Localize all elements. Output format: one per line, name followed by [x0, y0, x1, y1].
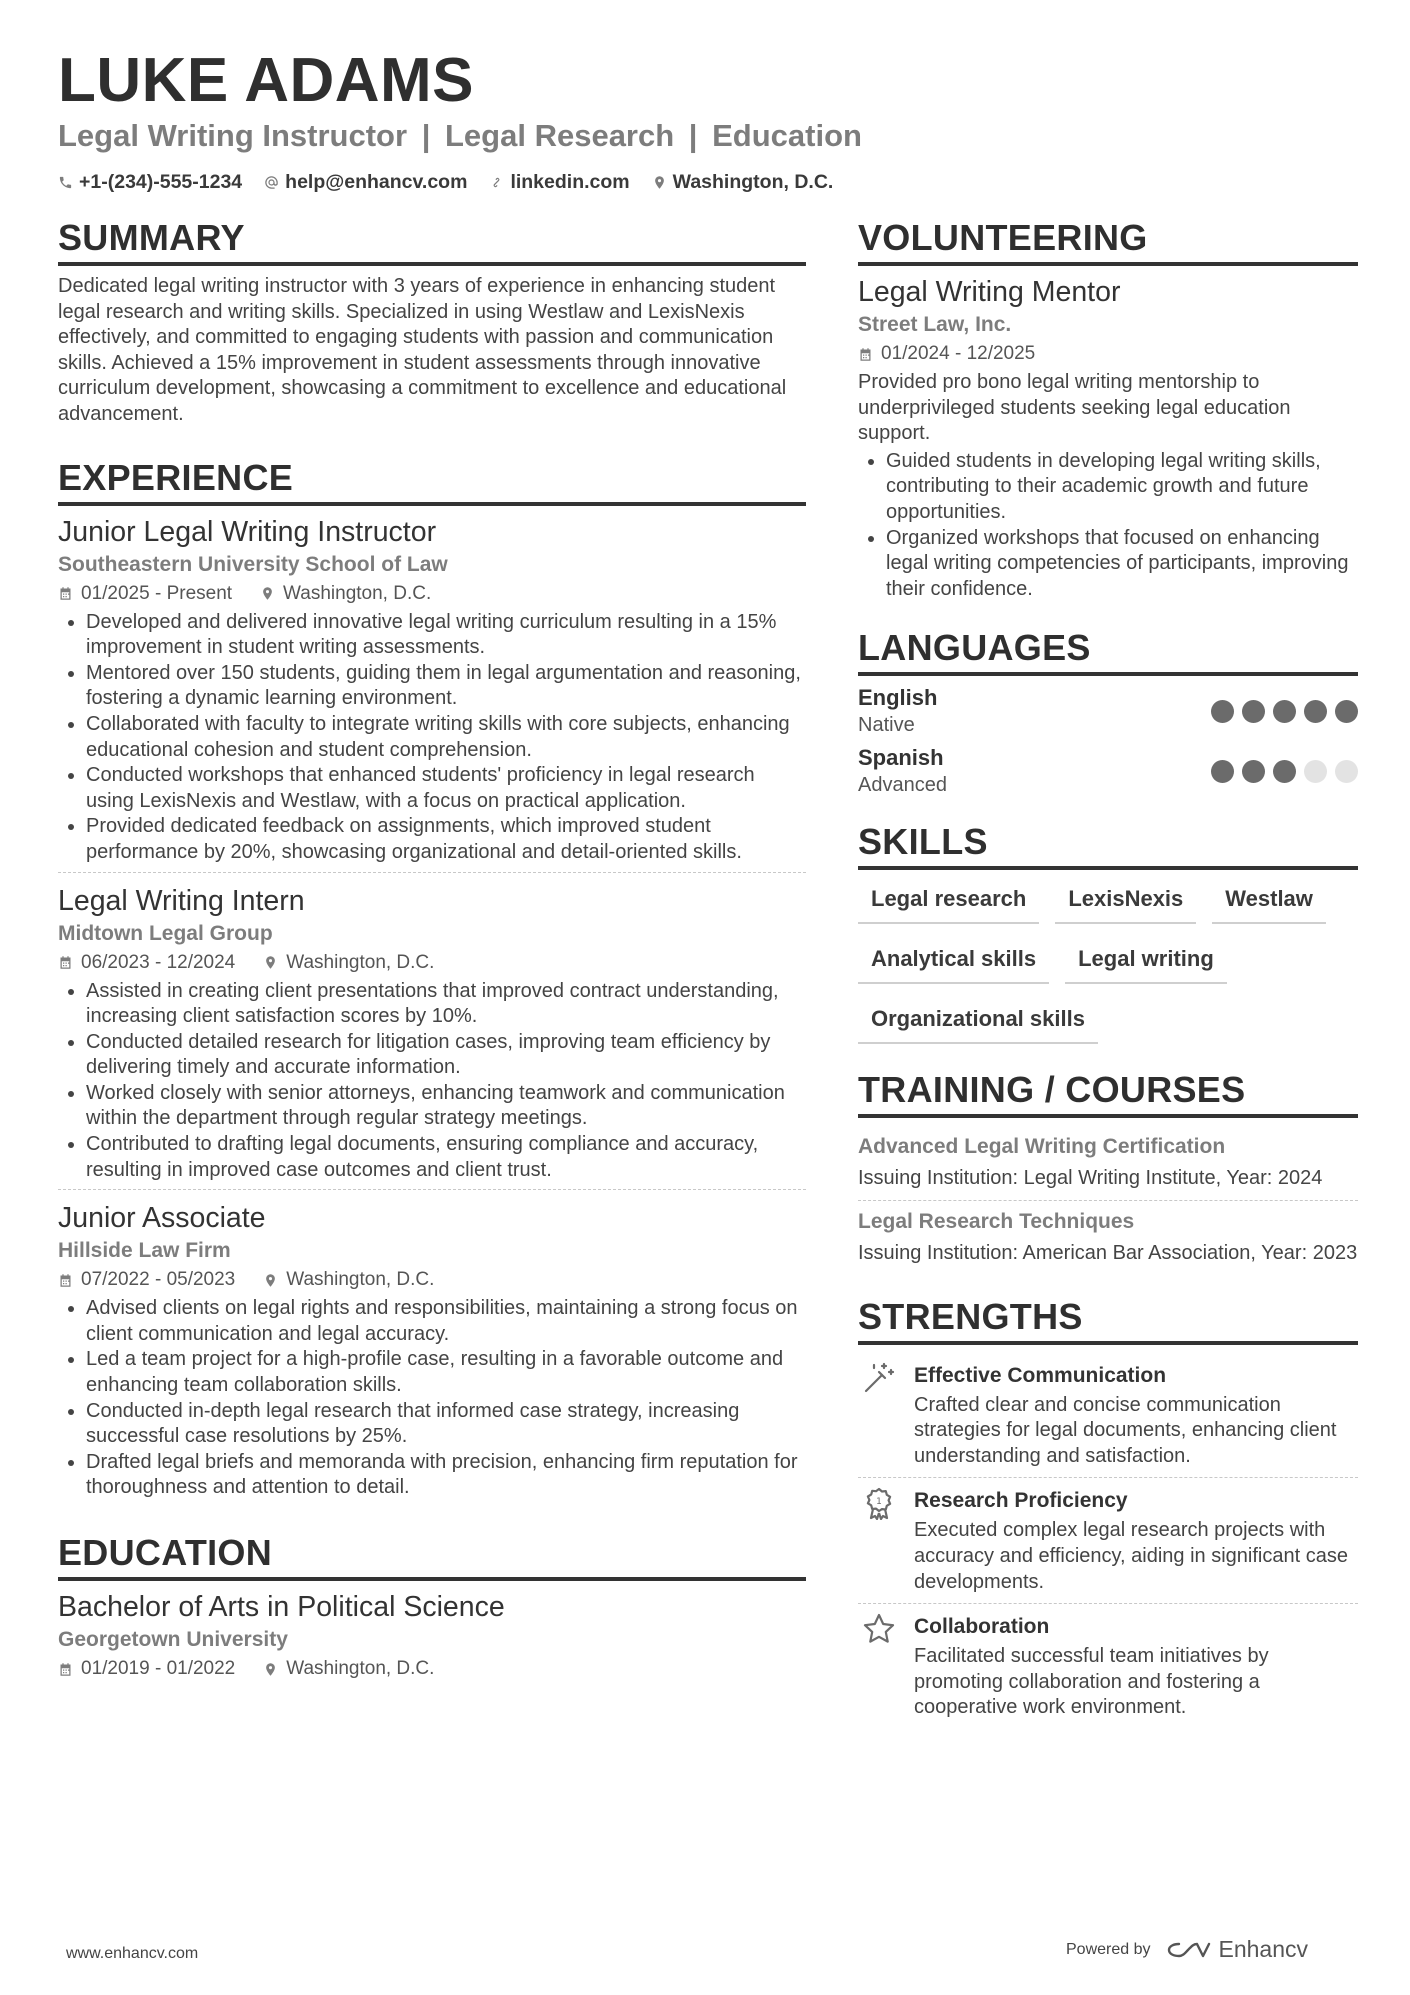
section-title-training: TRAINING / COURSES — [858, 1068, 1358, 1118]
summary-section — [58, 216, 806, 428]
strength-title: Collaboration — [914, 1615, 1050, 1639]
linkedin-text: linkedin.com — [510, 171, 630, 193]
education-meta — [58, 1655, 806, 1683]
language-name: English — [858, 685, 938, 711]
bullet-item: • Worked closely with senior attorneys, enhancing teamwork and communication within the department through regular strategy meetings. — [86, 1081, 806, 1132]
language-name: Spanish — [858, 745, 944, 771]
bullet-item: • Conducted detailed research for litigation cases, improving team efficiency by delivering timely and accurate information. — [86, 1030, 806, 1081]
company-name: Midtown Legal Group — [58, 921, 273, 945]
education-section — [58, 1531, 806, 1683]
calendar-icon — [58, 1273, 73, 1288]
linkedin-contact[interactable] — [489, 168, 629, 196]
degree-title: Bachelor of Arts in Political Science — [58, 1591, 505, 1623]
brand-name: Enhancv — [1218, 1936, 1309, 1962]
section-title-strengths: STRENGTHS — [858, 1295, 1358, 1345]
bullet-item: • Developed and delivered innovative legal writing curriculum resulting in a 15% improvement in student writing assessments. — [86, 610, 806, 661]
education-dates-text: 01/2019 - 01/2022 — [81, 1658, 236, 1679]
rating-dot-empty — [1335, 760, 1358, 783]
job-meta — [58, 949, 806, 977]
job-location-text: Washington, D.C. — [286, 951, 435, 973]
school-name: Georgetown University — [58, 1628, 288, 1651]
language-rating — [1211, 700, 1358, 723]
enhancv-logo-icon — [1165, 1938, 1211, 1962]
bullet-item: • Collaborated with faculty to integrate writing skills with core subjects, enhancing educational cohesion and student comprehension. — [86, 712, 806, 763]
volunteer-dates — [858, 340, 1035, 368]
calendar-icon — [58, 586, 73, 601]
skills-section — [858, 820, 1358, 1044]
location-contact — [652, 168, 834, 196]
job-location-text: Washington, D.C. — [283, 582, 432, 604]
job-dates-text: 07/2022 - 05/2023 — [81, 1269, 236, 1291]
section-title-experience: EXPERIENCE — [58, 456, 806, 506]
job-title: Junior Associate — [58, 1202, 266, 1235]
right-column — [858, 216, 1358, 1729]
headline-separator: | — [688, 118, 698, 153]
bullet-item: • Mentored over 150 students, guiding them in legal argumentation and reasoning, fostering a dynamic learning environment. — [86, 661, 806, 712]
volunteer-role: Legal Writing Mentor — [858, 276, 1121, 308]
job-location — [260, 580, 431, 608]
bullet-item: • Provided dedicated feedback on assignments, which improved student performance by 20%, showcasing organizational and detail-oriented skills. — [86, 814, 806, 865]
volunteer-description: Provided pro bono legal writing mentorship to underprivileged students seeking legal education support. — [858, 371, 1291, 445]
volunteering-section — [858, 216, 1358, 602]
phone-icon — [58, 175, 73, 190]
job-meta — [58, 1266, 806, 1294]
rating-dot-filled — [1273, 760, 1296, 783]
job-bullets — [58, 1296, 806, 1501]
skill-tag: LexisNexis — [1055, 882, 1196, 924]
headline-role-3: Education — [712, 118, 862, 153]
bullet-item: • Conducted workshops that enhanced students' proficiency in legal research using LexisNexis and Westlaw, with a focus on practical application. — [86, 763, 806, 814]
job-bullets — [58, 610, 806, 866]
left-column — [58, 216, 806, 1683]
language-level: Advanced — [858, 774, 947, 797]
rating-dot-empty — [1304, 760, 1327, 783]
brand-logo[interactable] — [1165, 1936, 1309, 1963]
strength-description: Executed complex legal research projects with accuracy and efficiency, aiding in significant case developments. — [914, 1519, 1348, 1593]
calendar-icon — [58, 955, 73, 970]
company-name: Southeastern University School of Law — [58, 552, 448, 576]
calendar-icon — [58, 1662, 73, 1677]
headline-role-1: Legal Writing Instructor — [58, 118, 408, 153]
location-pin-icon — [652, 175, 667, 190]
bullet-item: • Advised clients on legal rights and responsibilities, maintaining a strong focus on client communication and legal accuracy. — [86, 1296, 806, 1347]
rating-dot-filled — [1242, 760, 1265, 783]
candidate-name: LUKE ADAMS — [58, 46, 475, 115]
job-dates — [58, 580, 232, 608]
location-text: Washington, D.C. — [672, 171, 834, 193]
language-item — [858, 684, 1358, 738]
language-item — [858, 744, 1358, 798]
volunteer-dates-text: 01/2024 - 12/2025 — [881, 343, 1036, 364]
link-icon — [489, 175, 504, 190]
magic-wand-icon — [862, 1361, 896, 1395]
course-description: Issuing Institution: Legal Writing Institute, Year: 2024 — [858, 1167, 1323, 1190]
bullet-item: • Led a team project for a high-profile case, resulting in a favorable outcome and enhancing team collaboration skills. — [86, 1347, 806, 1398]
rating-dot-filled — [1242, 700, 1265, 723]
bullet-item: • Organized workshops that focused on enhancing legal writing competencies of participants, improving their confidence. — [886, 526, 1358, 603]
svg-text:1: 1 — [876, 1497, 882, 1508]
course-item — [858, 1200, 1358, 1275]
headline-role-2: Legal Research — [445, 118, 675, 153]
section-title-skills: SKILLS — [858, 820, 1358, 870]
email-contact[interactable] — [264, 168, 467, 196]
bullet-item: • Guided students in developing legal writing skills, contributing to their academic growth and future opportunities. — [886, 449, 1358, 526]
strength-title: Research Proficiency — [914, 1489, 1128, 1513]
location-pin-icon — [263, 955, 278, 970]
course-description: Issuing Institution: American Bar Association, Year: 2023 — [858, 1241, 1358, 1264]
course-title: Advanced Legal Writing Certification — [858, 1135, 1226, 1159]
skill-tag: Legal writing — [1065, 942, 1227, 984]
bullet-item: • Conducted in-depth legal research that informed case strategy, increasing successful case resolutions by 25%. — [86, 1399, 806, 1450]
bullet-item: • Drafted legal briefs and memoranda with precision, enhancing firm reputation for thoroughness and attention to detail. — [86, 1450, 806, 1501]
rating-dot-filled — [1211, 760, 1234, 783]
job-dates — [58, 1266, 235, 1294]
languages-section — [858, 626, 1358, 798]
strengths-section — [858, 1295, 1358, 1729]
section-title-volunteering: VOLUNTEERING — [858, 216, 1358, 266]
strength-description: Crafted clear and concise communication strategies for legal documents, enhancing client understanding and satisfaction. — [914, 1393, 1337, 1467]
location-pin-icon — [263, 1273, 278, 1288]
course-item — [858, 1126, 1358, 1200]
volunteer-org: Street Law, Inc. — [858, 313, 1012, 336]
phone-contact[interactable] — [58, 168, 242, 196]
volunteer-bullets — [858, 449, 1358, 603]
experience-entry — [58, 514, 806, 872]
powered-by-text: Powered by — [1066, 1940, 1151, 1958]
rating-dot-filled — [1211, 700, 1234, 723]
experience-section — [58, 456, 806, 1507]
job-location-text: Washington, D.C. — [286, 1269, 435, 1291]
headline-separator: | — [421, 118, 431, 153]
phone-text: +1-(234)-555-1234 — [79, 171, 243, 193]
company-name: Hillside Law Firm — [58, 1239, 231, 1263]
skill-tag: Analytical skills — [858, 942, 1049, 984]
star-icon — [862, 1612, 896, 1646]
language-rating — [1211, 760, 1358, 783]
education-dates — [58, 1655, 235, 1683]
job-title: Junior Legal Writing Instructor — [58, 515, 437, 548]
location-pin-icon — [260, 586, 275, 601]
education-location — [263, 1655, 434, 1683]
strength-item — [858, 1353, 1358, 1478]
award-icon — [862, 1486, 896, 1520]
training-section — [858, 1068, 1358, 1274]
bullet-item: • Assisted in creating client presentations that improved contract understanding, increasing client satisfaction scores by 10%. — [86, 979, 806, 1030]
summary-text: Dedicated legal writing instructor with 3 years of experience in enhancing student legal research and writing skills. Specialized in using Westlaw and LexisNexis effectively, and committed to engaging students with passion and communication skills. Achieved a 15% improvement in student assessments through innovative curriculum development, showcasing a commitment to excellence and educational advancement. — [58, 275, 787, 425]
strength-title: Effective Communication — [914, 1363, 1167, 1387]
job-title: Legal Writing Intern — [58, 884, 305, 917]
volunteer-meta — [858, 340, 1358, 368]
email-text: help@enhancv.com — [285, 171, 468, 193]
strength-item — [858, 1603, 1358, 1729]
skill-tag: Organizational skills — [858, 1002, 1098, 1044]
rating-dot-filled — [1335, 700, 1358, 723]
strength-description: Facilitated successful team initiatives by promoting collaboration and fostering a cooperative work environment. — [914, 1645, 1269, 1719]
rating-dot-filled — [1273, 700, 1296, 723]
skills-list — [858, 878, 1358, 1044]
job-location — [263, 1266, 434, 1294]
job-meta — [58, 580, 806, 608]
job-dates — [58, 949, 235, 977]
at-icon — [264, 175, 279, 190]
job-dates-text: 06/2023 - 12/2024 — [81, 951, 236, 973]
calendar-icon — [858, 347, 873, 362]
footer-website[interactable]: www.enhancv.com — [66, 1945, 199, 1962]
footer-branding — [1066, 1936, 1308, 1963]
job-dates-text: 01/2025 - Present — [81, 582, 233, 604]
section-title-education: EDUCATION — [58, 1531, 806, 1581]
section-title-summary: SUMMARY — [58, 216, 806, 266]
bullet-item: • Contributed to drafting legal documents, ensuring compliance and accuracy, resulting in improved case outcomes and client trust. — [86, 1132, 806, 1183]
experience-entry — [58, 872, 806, 1190]
rating-dot-filled — [1304, 700, 1327, 723]
contact-bar — [58, 168, 833, 196]
headline — [58, 116, 862, 156]
section-title-languages: LANGUAGES — [858, 626, 1358, 676]
skill-tag: Legal research — [858, 882, 1039, 924]
language-level: Native — [858, 714, 915, 737]
education-location-text: Washington, D.C. — [286, 1658, 435, 1679]
strength-item — [858, 1477, 1358, 1603]
job-location — [263, 949, 434, 977]
location-pin-icon — [263, 1662, 278, 1677]
job-bullets — [58, 979, 806, 1184]
skill-tag: Westlaw — [1212, 882, 1326, 924]
course-title: Legal Research Techniques — [858, 1209, 1135, 1233]
experience-entry — [58, 1189, 806, 1507]
